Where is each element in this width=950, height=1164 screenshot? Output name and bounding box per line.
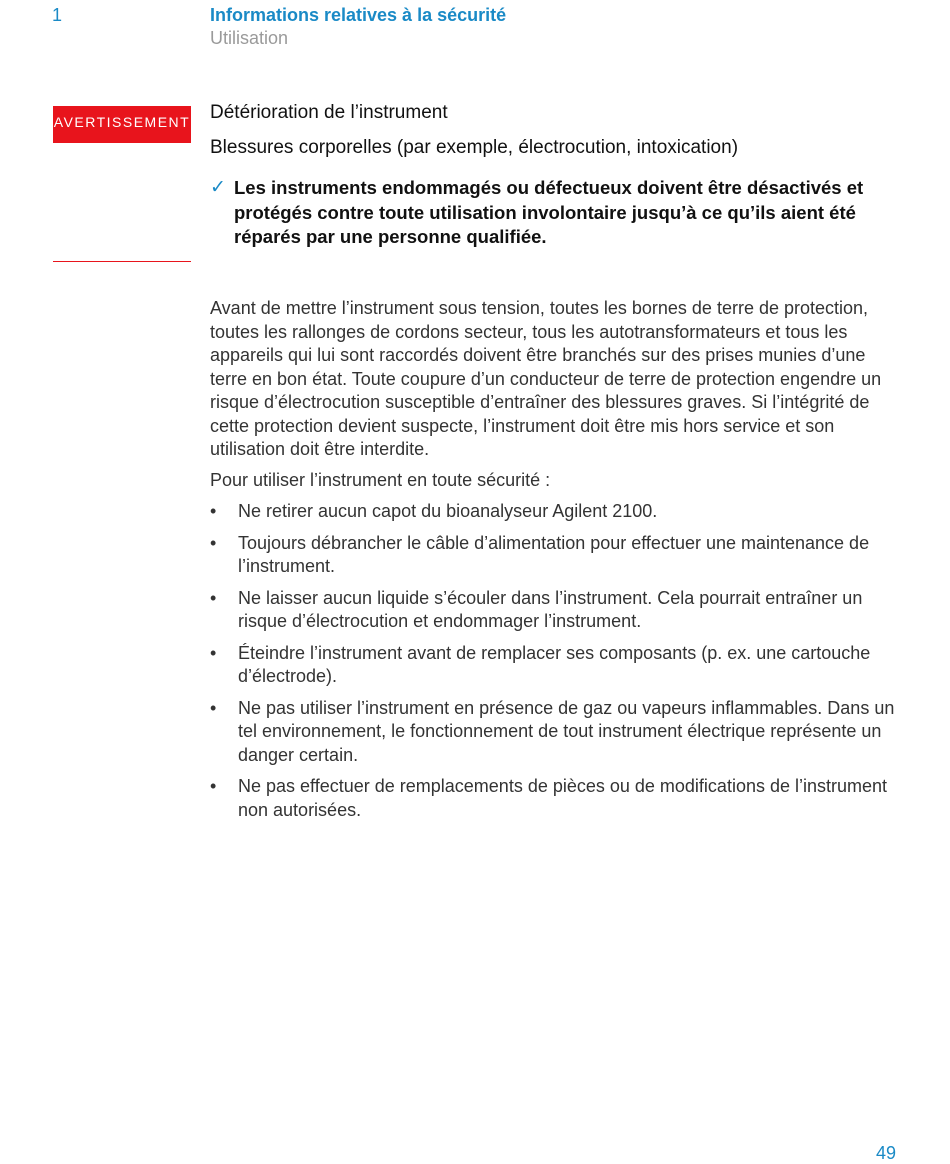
bullet-item (210, 500, 900, 524)
bullet-marker: • (210, 587, 217, 608)
warning-action (210, 176, 900, 250)
bullet-item (210, 775, 900, 822)
bullet-text: Ne laisser aucun liquide s’écouler dans l’instrument. Cela pourrait entraîner un risque d’électrocution et endommager l’instrument. (238, 587, 863, 631)
section-title: Utilisation (210, 28, 289, 48)
bullet-item (210, 587, 900, 634)
page-number: 49 (875, 1143, 896, 1163)
bullet-text: Toujours débrancher le câble d’alimentation pour effectuer une maintenance de l’instrument. (238, 532, 870, 576)
checkmark-icon: ✓ (210, 177, 226, 198)
body-paragraph-grounding: Avant de mettre l’instrument sous tension, toutes les bornes de terre de protection, toutes les rallonges de cordons secteur, tous les autotransformateurs et tous les appareils qui lui sont raccordés doivent être branchés sur des prises munies d’une terre en bon état. Toute coupure d’un conducteur de terre de protection engendre un risque d’électrocution susceptible d’entraîner des blessures graves. Si l’intégrité de cette protection devient suspecte, l’instrument doit être mis hors service et son utilisation doit être interdite. (210, 298, 882, 459)
bullet-marker: • (210, 532, 217, 553)
warning-subheading: Blessures corporelles (par exemple, électrocution, intoxication) (210, 137, 739, 158)
bullet-text: Ne retirer aucun capot du bioanalyseur Agilent 2100. (238, 501, 658, 521)
bullet-marker: • (210, 501, 217, 521)
warning-divider (53, 261, 191, 262)
safety-bullet-list (210, 500, 900, 830)
chapter-number: 1 (52, 5, 63, 25)
bullet-item (210, 642, 900, 689)
warning-action-text: Les instruments endommagés ou défectueux doivent être désactivés et protégés contre toute utilisation involontaire jusqu’à ce qu’ils aient été réparés par une personne qualifiée. (234, 177, 864, 247)
bullet-text: Ne pas effectuer de remplacements de pièces ou de modifications de l’instrument non autorisées. (238, 776, 888, 820)
body-paragraph-safe-use-intro: Pour utiliser l’instrument en toute sécurité : (210, 470, 551, 490)
bullet-text: Éteindre l’instrument avant de remplacer ses composants (p. ex. une cartouche d’électrode). (238, 642, 871, 686)
bullet-marker: • (210, 776, 217, 796)
bullet-marker: • (210, 642, 217, 663)
bullet-marker: • (210, 697, 217, 718)
bullet-item (210, 532, 900, 579)
warning-badge: AVERTISSEMENT (53, 106, 191, 143)
chapter-title: Informations relatives à la sécurité (210, 5, 507, 25)
warning-heading: Détérioration de l’instrument (210, 102, 448, 123)
bullet-text: Ne pas utiliser l’instrument en présence de gaz ou vapeurs inflammables. Dans un tel environnement, le fonctionnement de tout instrument électrique représente un danger certain. (238, 697, 895, 765)
bullet-item (210, 697, 900, 768)
